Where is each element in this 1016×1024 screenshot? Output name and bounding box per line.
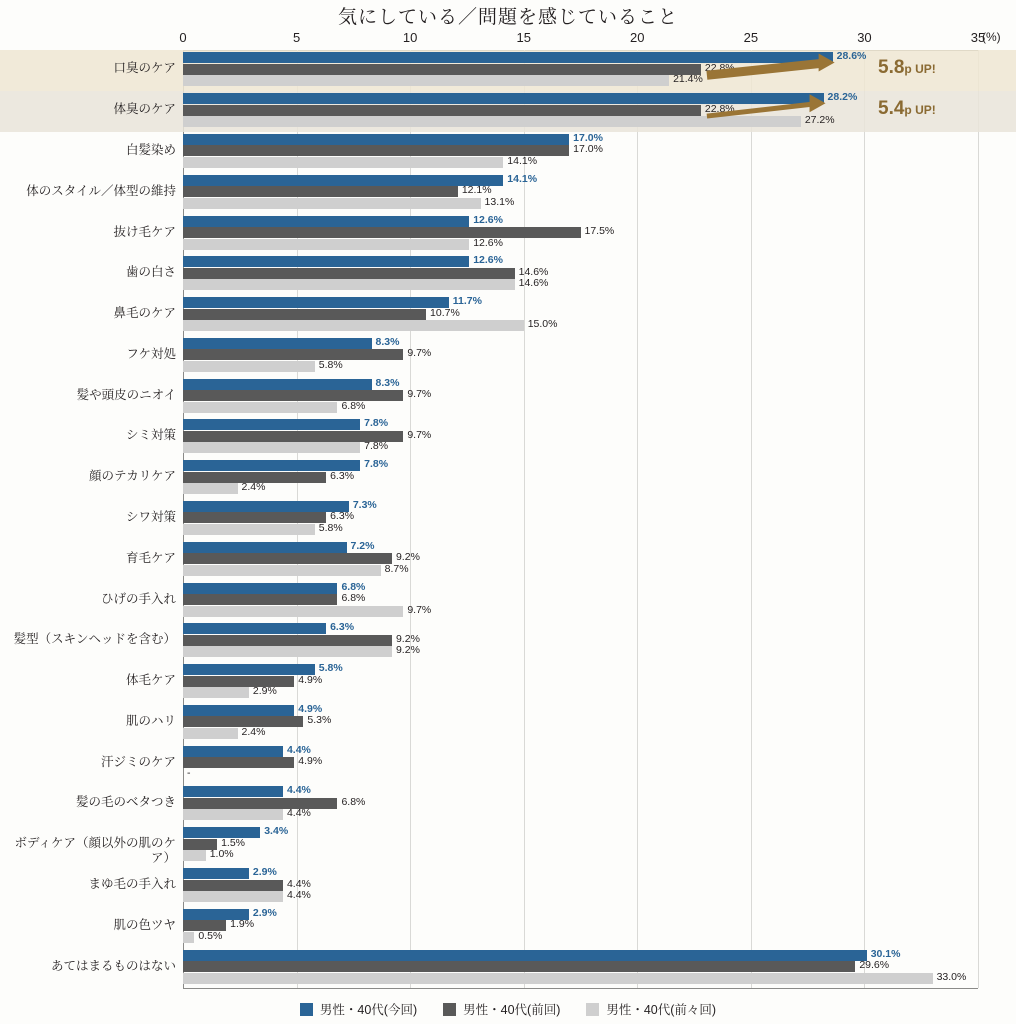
category-label: フケ対処 <box>126 346 176 361</box>
category-label: 体のスタイル／体型の維持 <box>26 183 176 198</box>
annotation-value: 5.8 <box>878 57 905 79</box>
value-label: 12.1% <box>461 184 492 197</box>
value-label: 8.7% <box>384 562 409 575</box>
category-label: あてはまるものはない <box>50 958 176 973</box>
value-label: 8.3% <box>375 376 400 389</box>
x-axis-tick-label: 5 <box>292 30 301 45</box>
legend-swatch <box>300 1003 313 1016</box>
annotation-label <box>878 98 936 120</box>
value-label: 30.1% <box>870 947 901 960</box>
value-label: 6.8% <box>341 795 366 808</box>
category-label: 鼻毛のケア <box>113 306 176 321</box>
value-label: 14.1% <box>507 154 538 167</box>
x-axis-tick-label: 25 <box>743 30 759 45</box>
value-label: - <box>187 766 191 779</box>
value-label: 2.4% <box>241 481 266 494</box>
category-label: 体臭のケア <box>113 102 176 117</box>
legend-swatch <box>443 1003 456 1016</box>
value-label: 2.9% <box>252 866 277 879</box>
value-label: 9.7% <box>407 347 432 360</box>
value-label: 3.4% <box>264 825 289 838</box>
value-label: 6.3% <box>330 469 355 482</box>
annotation-value: 5.4 <box>878 98 905 120</box>
value-label: 12.6% <box>473 254 503 267</box>
value-label: 7.3% <box>352 498 377 511</box>
category-label: 抜け毛ケア <box>113 224 176 239</box>
value-label: 1.5% <box>221 836 245 849</box>
value-label: 17.0% <box>573 131 603 144</box>
category-label: 顔のテカリケア <box>88 469 176 484</box>
value-label: 4.9% <box>298 673 323 686</box>
category-label: ボディケア（顔以外の肌のケア） <box>14 836 176 865</box>
value-label: 9.7% <box>407 428 432 441</box>
annotation-suffix: p UP! <box>904 62 936 77</box>
category-label: 髪や頭皮のニオイ <box>76 387 176 402</box>
legend-item[interactable] <box>586 1000 716 1018</box>
value-label: 9.2% <box>395 644 420 657</box>
value-label: 15.0% <box>527 318 558 331</box>
value-label: 0.5% <box>198 929 223 942</box>
category-label: ひげの手入れ <box>100 591 176 606</box>
category-label: 体毛ケア <box>125 673 176 688</box>
value-label: 6.8% <box>341 399 366 412</box>
x-axis-tick-label: 15 <box>516 30 531 45</box>
x-axis-tick-label: 20 <box>630 30 645 45</box>
x-axis-tick-label: 35 <box>970 30 986 45</box>
category-label: 歯の白さ <box>125 265 176 280</box>
x-axis-tick-label: 10 <box>402 30 418 45</box>
value-label: 1.0% <box>209 848 234 861</box>
value-label: 5.3% <box>307 714 332 727</box>
value-label: 10.7% <box>430 306 460 319</box>
value-label: 9.2% <box>395 551 420 564</box>
legend-swatch <box>586 1003 599 1016</box>
value-label: 22.8% <box>704 102 735 115</box>
value-label: 9.7% <box>407 388 432 401</box>
value-label: 4.4% <box>286 877 311 890</box>
value-label: 28.2% <box>827 91 858 104</box>
value-label: 6.3% <box>330 510 355 523</box>
category-label: 肌の色ツヤ <box>113 917 176 932</box>
category-label: まゆ毛の手入れ <box>88 877 176 892</box>
value-label: 12.6% <box>473 213 503 226</box>
value-label: 13.1% <box>484 195 515 208</box>
value-label: 17.5% <box>584 225 615 238</box>
value-label: 4.4% <box>286 807 311 820</box>
value-label: 9.2% <box>395 632 420 645</box>
value-label: 4.9% <box>298 755 323 768</box>
value-label: 9.7% <box>407 603 432 616</box>
value-label: 7.8% <box>364 417 389 430</box>
value-label: 14.1% <box>507 172 538 185</box>
legend-label: 男性・40代(前々回) <box>606 1003 717 1017</box>
value-label: 2.9% <box>252 685 277 698</box>
legend-label: 男性・40代(今回) <box>319 1003 418 1017</box>
category-label: 育毛ケア <box>125 550 176 565</box>
chart-legend <box>0 1000 1016 1018</box>
value-label: 12.6% <box>473 236 503 249</box>
category-label: 髪の毛のベタつき <box>75 795 176 810</box>
value-label: 4.9% <box>298 702 323 715</box>
value-label: 1.9% <box>230 918 255 931</box>
legend-item[interactable] <box>300 1000 417 1018</box>
value-label: 7.8% <box>364 458 389 471</box>
page-title: 気にしている／問題を感じていること <box>337 7 678 28</box>
category-label: シミ対策 <box>125 428 176 443</box>
category-label: 口臭のケア <box>113 61 176 76</box>
legend-label: 男性・40代(前回) <box>463 1003 561 1017</box>
annotation-suffix: p UP! <box>904 103 936 118</box>
value-label: 5.8% <box>318 521 343 534</box>
value-label: 4.4% <box>286 743 311 756</box>
value-label: 8.3% <box>375 335 400 348</box>
category-label: 髪型（スキンヘッドを含む） <box>13 632 176 647</box>
category-label: 肌のハリ <box>125 713 176 728</box>
value-label: 6.8% <box>341 580 366 593</box>
value-label: 28.6% <box>836 50 867 63</box>
value-label: 14.6% <box>518 265 549 278</box>
value-label: 5.8% <box>318 358 343 371</box>
value-label: 11.7% <box>452 295 482 308</box>
value-label: 27.2% <box>804 114 835 127</box>
value-label: 17.0% <box>573 143 603 156</box>
category-label: 白髪染め <box>125 142 176 157</box>
value-label: 2.9% <box>252 906 277 919</box>
value-label: 33.0% <box>936 970 967 983</box>
x-axis-tick-label: 30 <box>857 30 872 45</box>
value-label: 29.6% <box>859 959 890 972</box>
value-label: 7.2% <box>350 539 375 552</box>
value-label: 6.3% <box>330 621 355 634</box>
category-label: シワ対策 <box>125 509 176 524</box>
value-label: 22.8% <box>704 61 735 74</box>
value-label: 14.6% <box>518 277 549 290</box>
x-axis-unit: (%) <box>982 30 1001 44</box>
category-label: 汗ジミのケア <box>100 754 176 769</box>
value-label: 4.4% <box>286 784 311 797</box>
value-label: 2.4% <box>241 725 266 738</box>
x-axis-tick-label: 0 <box>179 30 187 45</box>
value-label: 21.4% <box>673 73 703 86</box>
legend-item[interactable] <box>443 1000 560 1018</box>
value-label: 5.8% <box>318 662 343 675</box>
value-label: 4.4% <box>286 889 311 902</box>
value-label: 6.8% <box>341 592 366 605</box>
value-label: 7.8% <box>364 440 389 453</box>
